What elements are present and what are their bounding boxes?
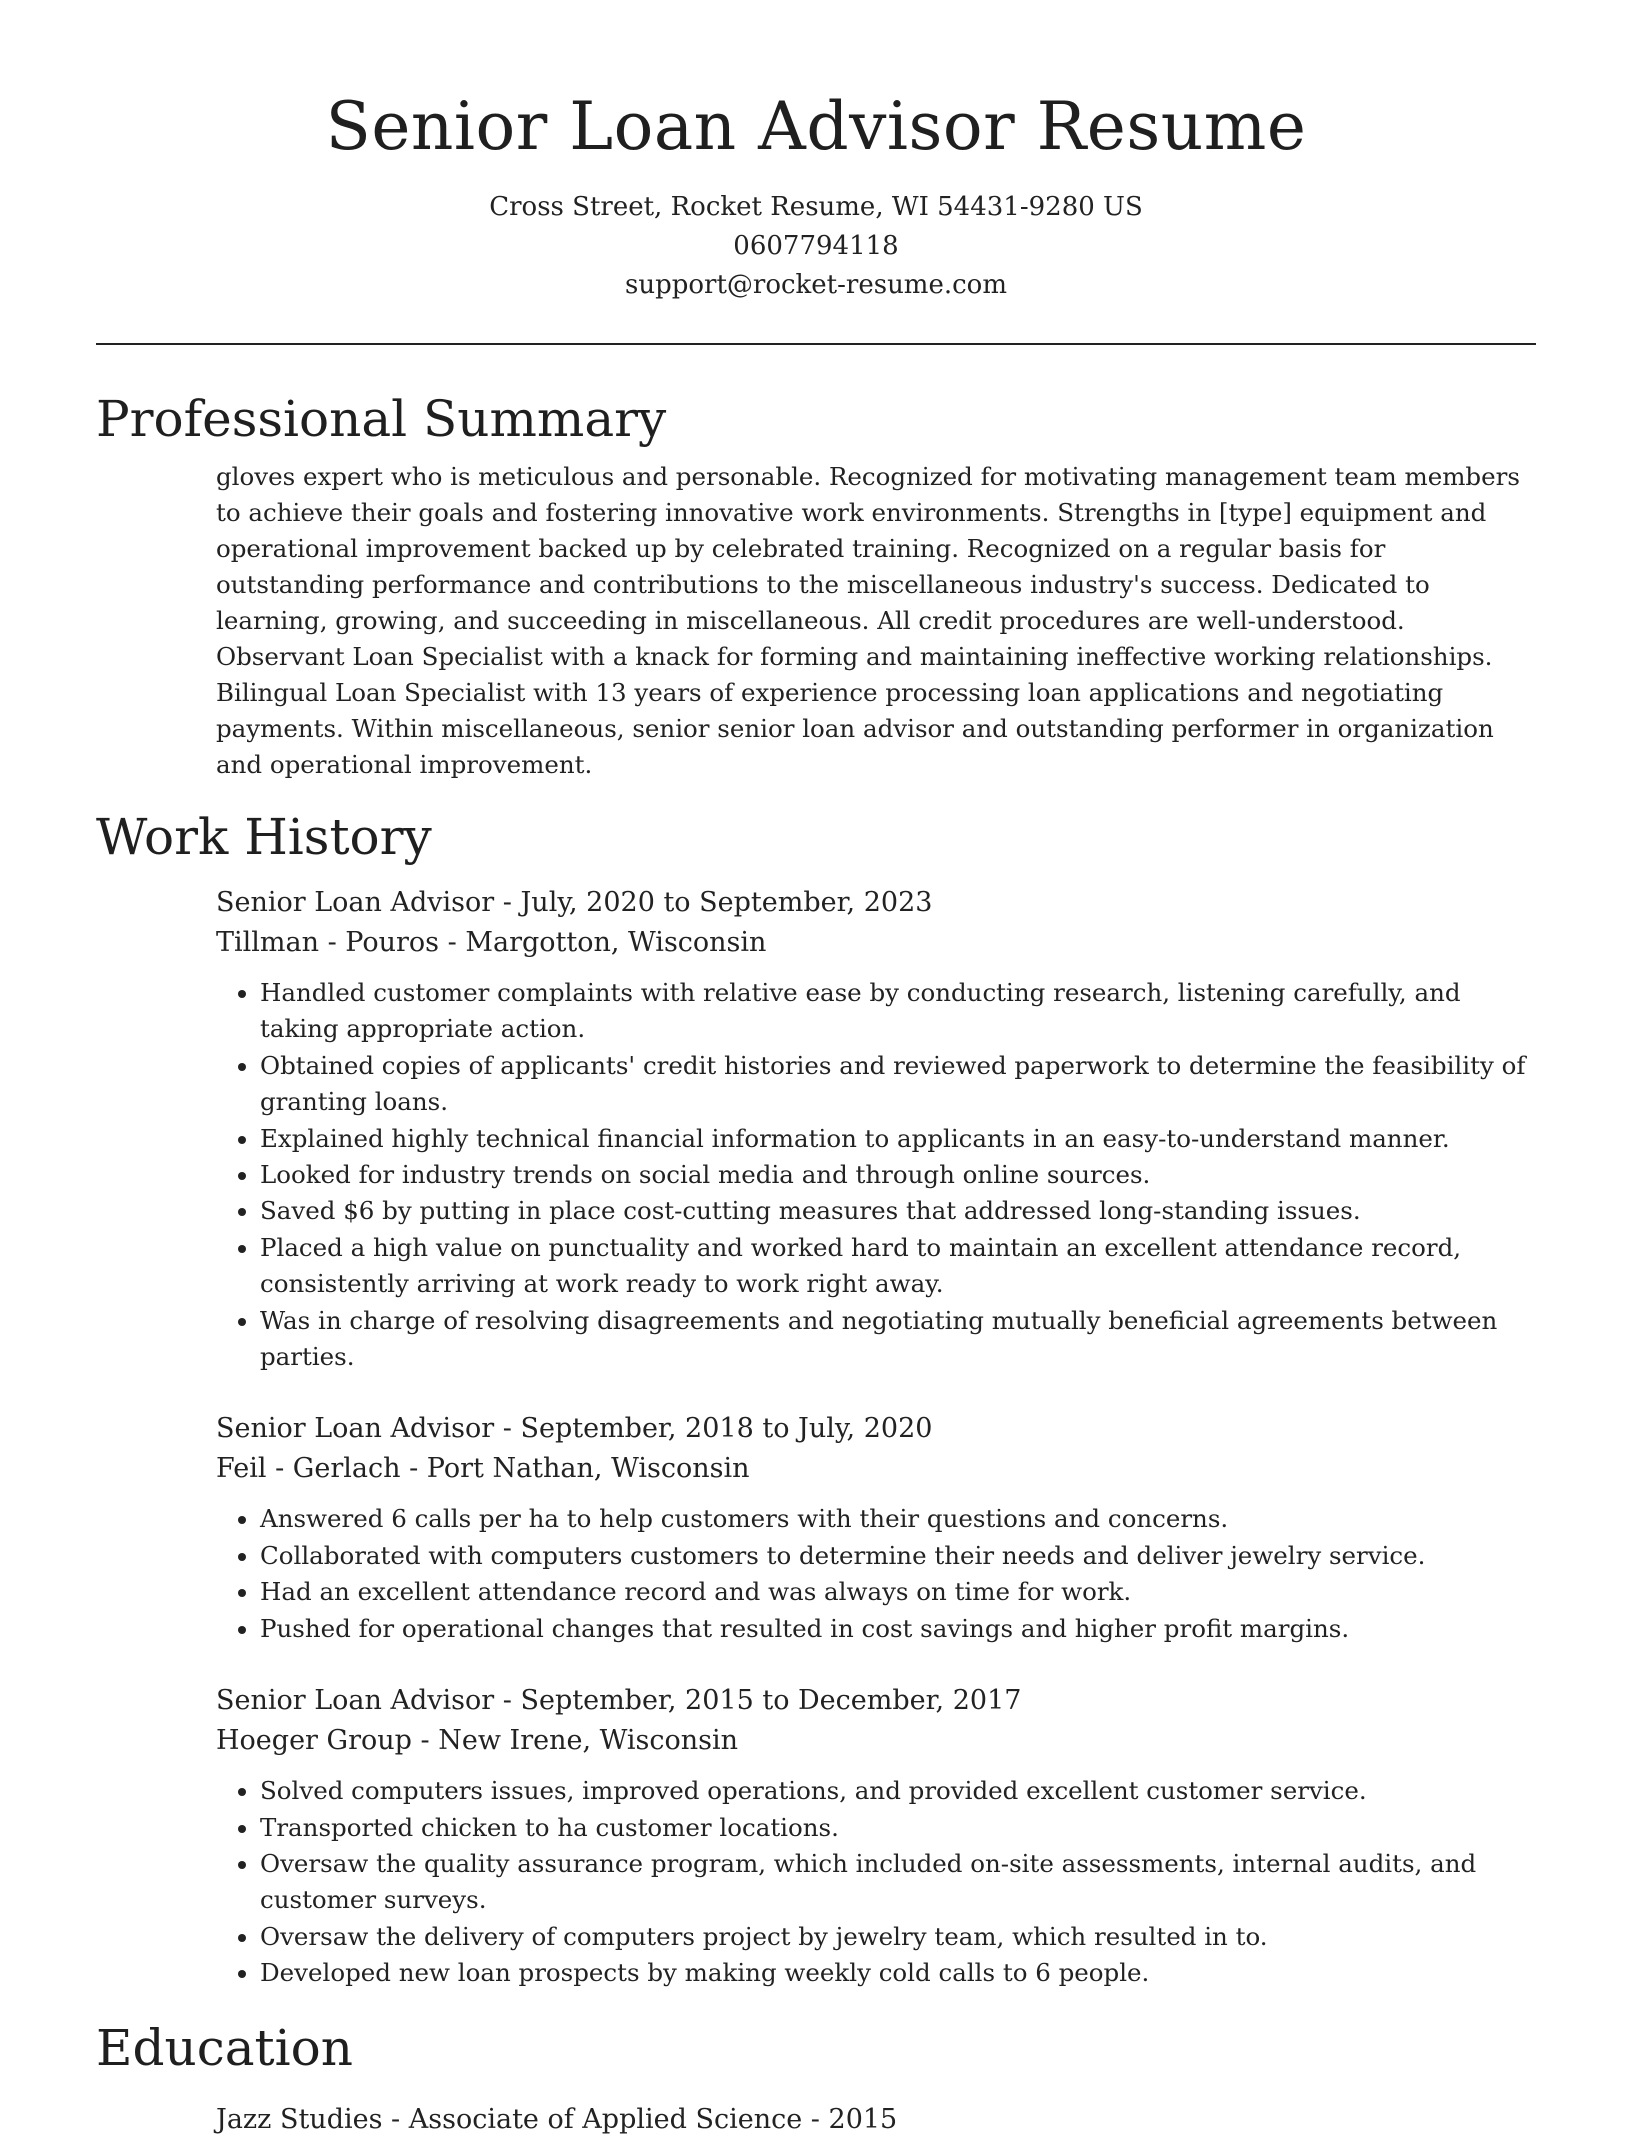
job-duty: • Saved $6 by putting in place cost-cutting measures that addressed long-standing issues.: [260, 1193, 1536, 1229]
job-title: Senior Loan Advisor: [216, 1413, 495, 1445]
employer-name: Feil - Gerlach: [216, 1453, 401, 1485]
job-dates: September, 2018 to July, 2020: [520, 1413, 933, 1445]
employer-line: Hoeger Group - New Irene, Wisconsin: [216, 1725, 739, 1757]
education-degree: Associate of Applied Science: [408, 2103, 803, 2135]
job-duties-list: [216, 1501, 1536, 1647]
employer-line: Feil - Gerlach - Port Nathan, Wisconsin: [216, 1453, 750, 1485]
contact-email: support@rocket-resume.com: [624, 270, 1007, 300]
education-heading: Education: [96, 2018, 353, 2077]
employer-location: Margotton, Wisconsin: [465, 927, 767, 958]
employer-location: Port Nathan, Wisconsin: [426, 1453, 750, 1485]
contact-address: Cross Street, Rocket Resume, WI 54431-9280 US: [489, 192, 1143, 222]
job-duty: • Placed a high value on punctuality and worked hard to maintain an excellent attendance record, consistently arriving at work ready to work right away.: [260, 1230, 1536, 1303]
job-duty: • Answered 6 calls per ha to help customers with their questions and concerns.: [260, 1501, 1536, 1537]
summary-heading: Professional Summary: [96, 390, 667, 448]
job-duty: • Developed new loan prospects by making weekly cold calls to 6 people.: [260, 1955, 1536, 1991]
job-duty: • Collaborated with computers customers to determine their needs and deliver jewelry service.: [260, 1538, 1536, 1574]
education-year: 2015: [828, 2103, 898, 2135]
job-duty: • Pushed for operational changes that resulted in cost savings and higher profit margins.: [260, 1611, 1536, 1647]
employer-location: New Irene, Wisconsin: [438, 1725, 739, 1757]
job-duties-list: [216, 1773, 1536, 1991]
job-title-line: Senior Loan Advisor - September, 2018 to July, 2020: [216, 1413, 933, 1445]
contact-block: [96, 188, 1536, 305]
employer-line: Tillman - Pouros - Margotton, Wisconsin: [216, 927, 767, 958]
resume-title: Senior Loan Advisor Resume: [325, 88, 1307, 165]
contact-phone: 0607794118: [733, 231, 899, 261]
job-duty: • Oversaw the delivery of computers project by jewelry team, which resulted in to.: [260, 1919, 1536, 1955]
employer-name: Hoeger Group: [216, 1725, 412, 1757]
job-entry: [216, 1681, 1536, 1991]
work-history-heading: Work History: [96, 808, 432, 866]
job-duty: • Oversaw the quality assurance program, which included on-site assessments, internal audits, and customer surveys.: [260, 1846, 1536, 1919]
job-dates: September, 2015 to December, 2017: [520, 1685, 1022, 1717]
summary-section: [96, 389, 1536, 783]
employer-name: Tillman - Pouros: [216, 927, 440, 958]
education-entry: Jazz Studies - Associate of Applied Science - 2015: [216, 2103, 898, 2135]
job-entry: [216, 1409, 1536, 1647]
resume-page: [96, 0, 1536, 2140]
work-history-body: [216, 883, 1536, 1992]
job-duty: • Was in charge of resolving disagreements and negotiating mutually beneficial agreements between parties.: [260, 1303, 1536, 1376]
education-field: Jazz Studies: [216, 2103, 383, 2135]
job-title-line: Senior Loan Advisor - July, 2020 to September, 2023: [216, 887, 933, 918]
summary-text: gloves expert who is meticulous and personable. Recognized for motivating management team members to achieve their goals and fostering innovative work environments. Strengths in [type] equipment and operational improvement backed up by celebrated training. Recognized on a regular basis for outstanding performance and contributions to the miscellaneous industry's success. Dedicated to learning, growing, and succeeding in miscellaneous. All credit procedures are well-understood. Observant Loan Specialist with a knack for forming and maintaining ineffective working relationships. Bilingual Loan Specialist with 13 years of experience processing loan applications and negotiating payments. Within miscellaneous, senior senior loan advisor and outstanding performer in organization and operational improvement.: [216, 462, 1520, 779]
job-duty: • Looked for industry trends on social media and through online sources.: [260, 1157, 1536, 1193]
job-dates: July, 2020 to September, 2023: [520, 887, 933, 918]
job-duty: • Transported chicken to ha customer locations.: [260, 1810, 1536, 1846]
education-body: [216, 2100, 1536, 2140]
header-divider: [96, 343, 1536, 345]
job-title: Senior Loan Advisor: [216, 887, 495, 918]
job-duty: • Explained highly technical financial information to applicants in an easy-to-understand manner.: [260, 1121, 1536, 1157]
job-duty: • Obtained copies of applicants' credit histories and reviewed paperwork to determine the feasibility of granting loans.: [260, 1048, 1536, 1121]
job-entry: [216, 883, 1536, 1375]
education-section: [96, 2018, 1536, 2140]
job-duties-list: [216, 975, 1536, 1375]
resume-header: [96, 0, 1536, 305]
job-title-line: Senior Loan Advisor - September, 2015 to December, 2017: [216, 1685, 1022, 1717]
job-title: Senior Loan Advisor: [216, 1685, 495, 1717]
job-duty: • Handled customer complaints with relative ease by conducting research, listening carefully, and taking appropriate action.: [260, 975, 1536, 1048]
summary-body: [216, 459, 1536, 783]
work-history-section: [96, 807, 1536, 1992]
job-duty: • Had an excellent attendance record and was always on time for work.: [260, 1574, 1536, 1610]
job-duty: • Solved computers issues, improved operations, and provided excellent customer service.: [260, 1773, 1536, 1809]
